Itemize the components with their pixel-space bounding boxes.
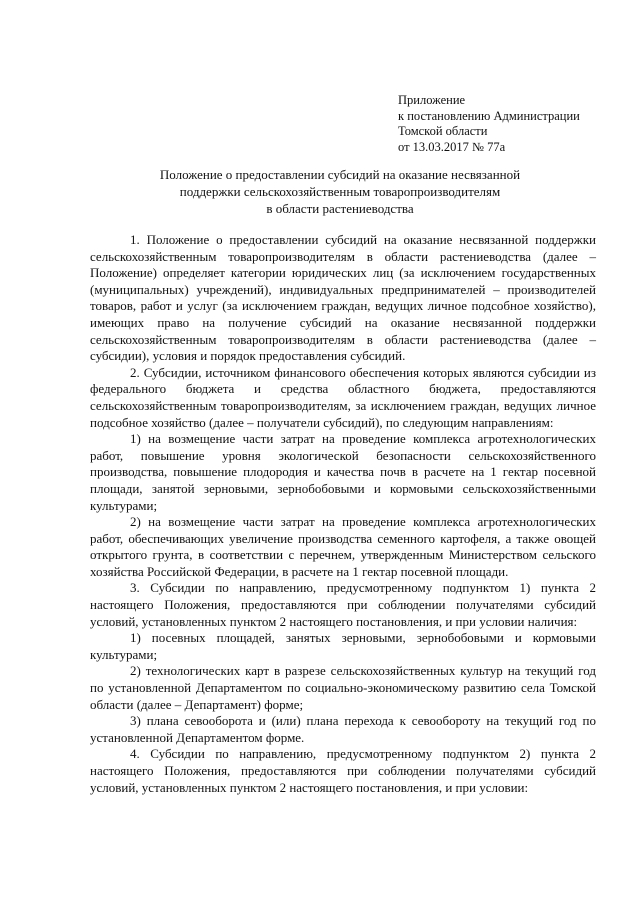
appendix-line: Томской области: [398, 124, 488, 138]
title-line: поддержки сельскохозяйственным товаропроизводителям: [179, 184, 501, 199]
appendix-line: к постановлению Администрации: [398, 108, 580, 123]
subparagraph-3-3: 3) плана севооборота и (или) плана перехода к севообороту на текущий год по установленной Департаментом форме.: [90, 713, 596, 745]
paragraph-2: 2. Субсидии, источником финансового обеспечения которых являются субсидии из федерального бюджета и средства областного бюджета, предоставляются сельскохозяйственным товаропроизводителям, за исключением граждан, ведущих личное подсобное хозяйство (далее – получатели субсидий), по следующим направлениям:: [90, 364, 596, 430]
appendix-date-line: от 13.03.2017 № 77а: [398, 139, 506, 154]
document-title: [90, 166, 590, 217]
title-line: Положение о предоставлении субсидий на оказание несвязанной: [159, 167, 521, 182]
document-body: [90, 232, 596, 796]
subparagraph-3-1: 1) посевных площадей, занятых зерновыми, зернобобовыми и кормовыми культурами;: [90, 630, 596, 662]
subparagraph-2-2: 2) на возмещение части затрат на проведение комплекса агротехнологических работ, обеспечивающих увеличение производства семенного картофеля, а также овощей открытого грунта, в соответствии с перечнем, утвержденным Министерством сельского хозяйства Российской Федерации, в расчете на 1 гектар посевной площади.: [90, 514, 596, 579]
paragraph-3: 3. Субсидии по направлению, предусмотренному подпунктом 1) пункта 2 настоящего Положения, предоставляются при соблюдении получателями субсидий условий, установленных пунктом 2 настоящего постановления, и при условии наличия:: [90, 580, 596, 629]
subparagraph-2-1: 1) на возмещение части затрат на проведение комплекса агротехнологических работ, повышение уровня экологической безопасности сельскохозяйственного производства, повышение плодородия и качества почв в расчете на 1 гектар посевной площади, занятой зерновыми, зернобобовыми и кормовыми сельскохозяйственными культурами;: [90, 431, 596, 513]
appendix-block: [398, 93, 580, 155]
appendix-line: Приложение: [398, 93, 466, 107]
title-line: в области растениеводства: [266, 201, 414, 216]
paragraph-1: 1. Положение о предоставлении субсидий на оказание несвязанной поддержки сельскохозяйственным товаропроизводителям в области растениеводства (далее – Положение) определяет категории юридических лиц (за исключением государственных (муниципальных) учреждений), индивидуальных предпринимателей – производителей товаров, работ и услуг (за исключением граждан, ведущих личное подсобное хозяйство), имеющих право на получение субсидий на оказание несвязанной поддержки сельскохозяйственным товаропроизводителям в области растениеводства (далее – субсидии), условия и порядок предоставления субсидий.: [90, 232, 596, 364]
paragraph-4: 4. Субсидии по направлению, предусмотренному подпунктом 2) пункта 2 настоящего Положения, предоставляются при соблюдении получателями субсидий условий, установленных пунктом 2 настоящего постановления, и при условии:: [90, 746, 596, 795]
subparagraph-3-2: 2) технологических карт в разрезе сельскохозяйственных культур на текущий год по установленной Департаментом по социально-экономическому развитию села Томской области (далее – Департамент) форме;: [90, 663, 596, 712]
